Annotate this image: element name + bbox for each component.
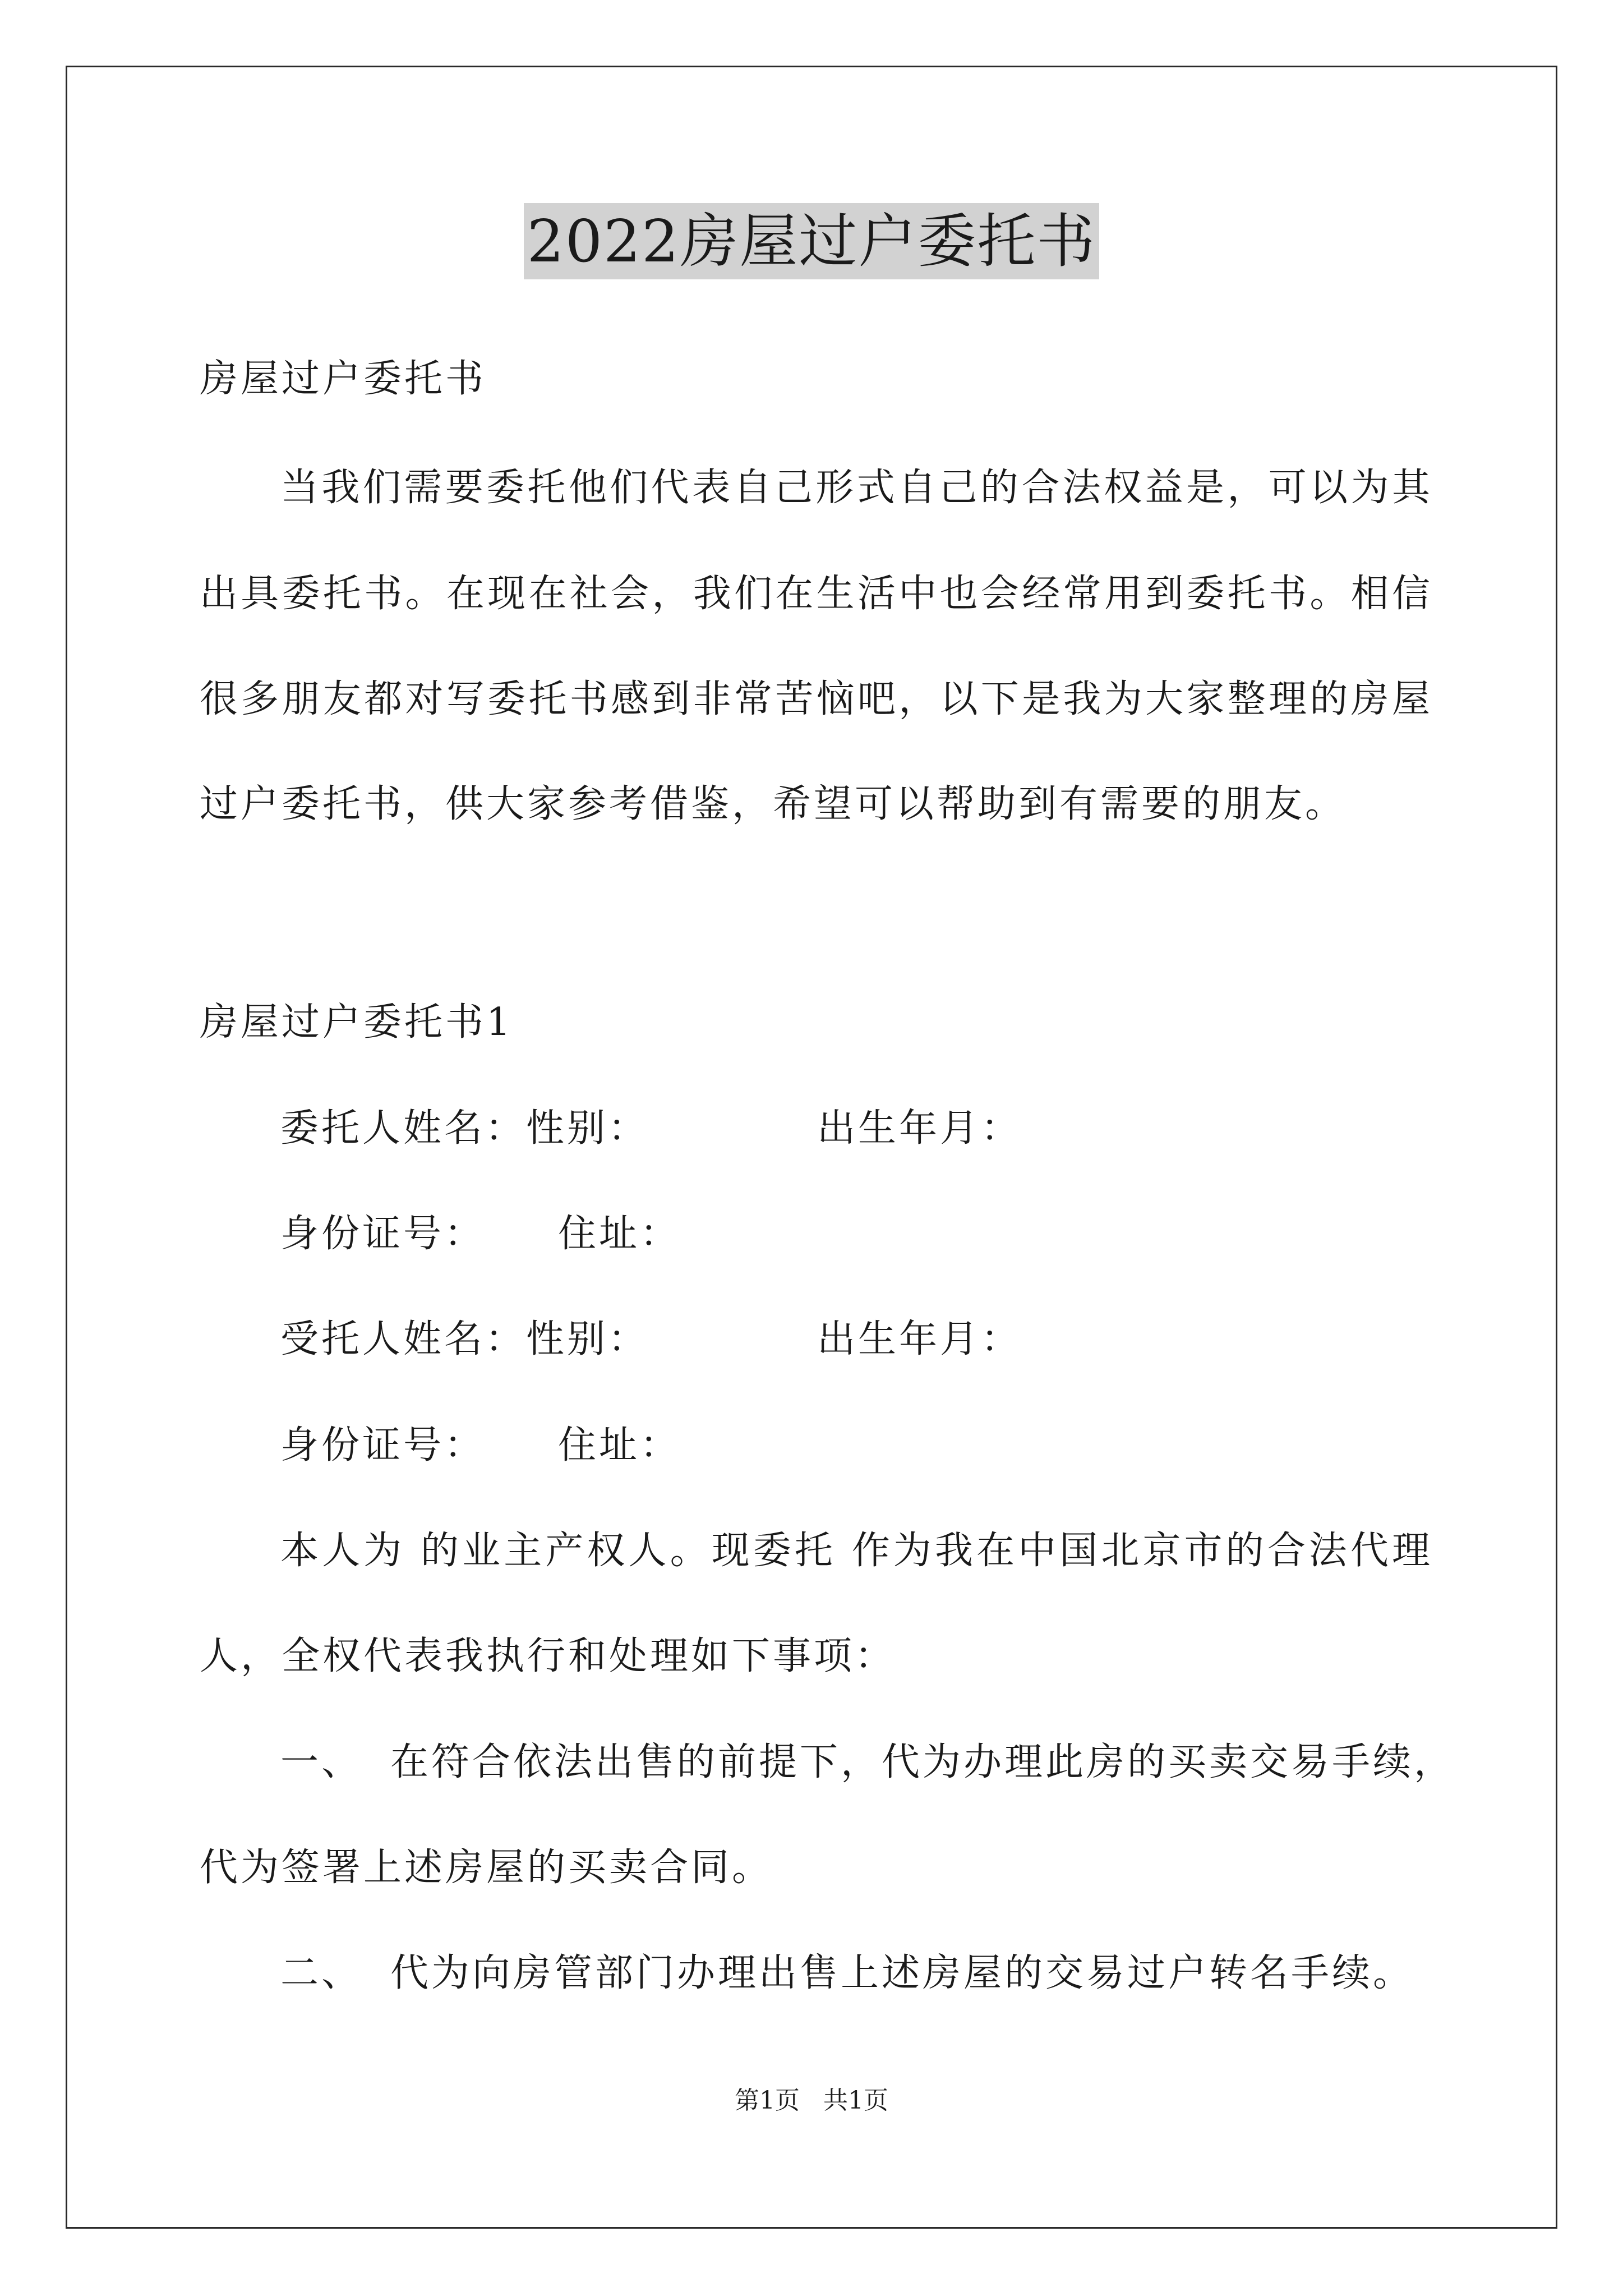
document-title: 2022房屋过户委托书 (524, 203, 1100, 279)
item-2-line (280, 1948, 1414, 1999)
agent-id: 身份证号： (280, 1423, 486, 1467)
item-1-text: 在符合依法出售的前提下，代为办理此房的买卖交易手续， (390, 1740, 1455, 1784)
subtitle: 房屋过户委托书 (200, 357, 487, 401)
agent-name-gender-line (280, 1314, 1022, 1365)
item-2-text: 代为向房管部门办理出售上述房屋的交易过户转名手续。 (390, 1951, 1414, 1995)
principal-id-line (280, 1209, 681, 1259)
intro-line-4: 过户委托书，供大家参考借鉴，希望可以帮助到有需要的朋友。 (200, 782, 1347, 826)
title-container (0, 203, 1623, 279)
statement-line-1: 本人为 的业主产权人。现委托 作为我在中国北京市的合法代理 (280, 1529, 1430, 1573)
item-1-second-line: 代为签署上述房屋的买卖合同。 (200, 1846, 773, 1890)
item-1-marker: 一、 (280, 1740, 363, 1784)
intro-line-2: 出具委托书。在现在社会，我们在生活中也会经常用到委托书。相信 (200, 572, 1430, 616)
agent-id-line (280, 1420, 681, 1471)
item-2-marker: 二、 (280, 1951, 363, 1995)
item-1-first-line (280, 1737, 1455, 1788)
statement-line-2: 人，全权代表我执行和处理如下事项： (200, 1634, 896, 1678)
agent-name-gender: 受托人姓名：性别： (280, 1317, 649, 1361)
agent-address: 住址： (558, 1423, 681, 1467)
principal-name-gender: 委托人姓名：性别： (280, 1106, 649, 1151)
section-heading: 房屋过户委托书1 (200, 1000, 514, 1045)
intro-line-3: 很多朋友都对写委托书感到非常苦恼吧，以下是我为大家整理的房屋 (200, 677, 1430, 721)
agent-birth: 出生年月： (817, 1317, 1022, 1361)
principal-address: 住址： (558, 1212, 681, 1256)
principal-name-gender-line (280, 1103, 1022, 1154)
principal-id: 身份证号： (280, 1212, 486, 1256)
page-footer: 第1页 共1页 (735, 2086, 888, 2115)
principal-birth: 出生年月： (817, 1106, 1022, 1151)
intro-line-1: 当我们需要委托他们代表自己形式自己的合法权益是，可以为其 (280, 466, 1430, 510)
